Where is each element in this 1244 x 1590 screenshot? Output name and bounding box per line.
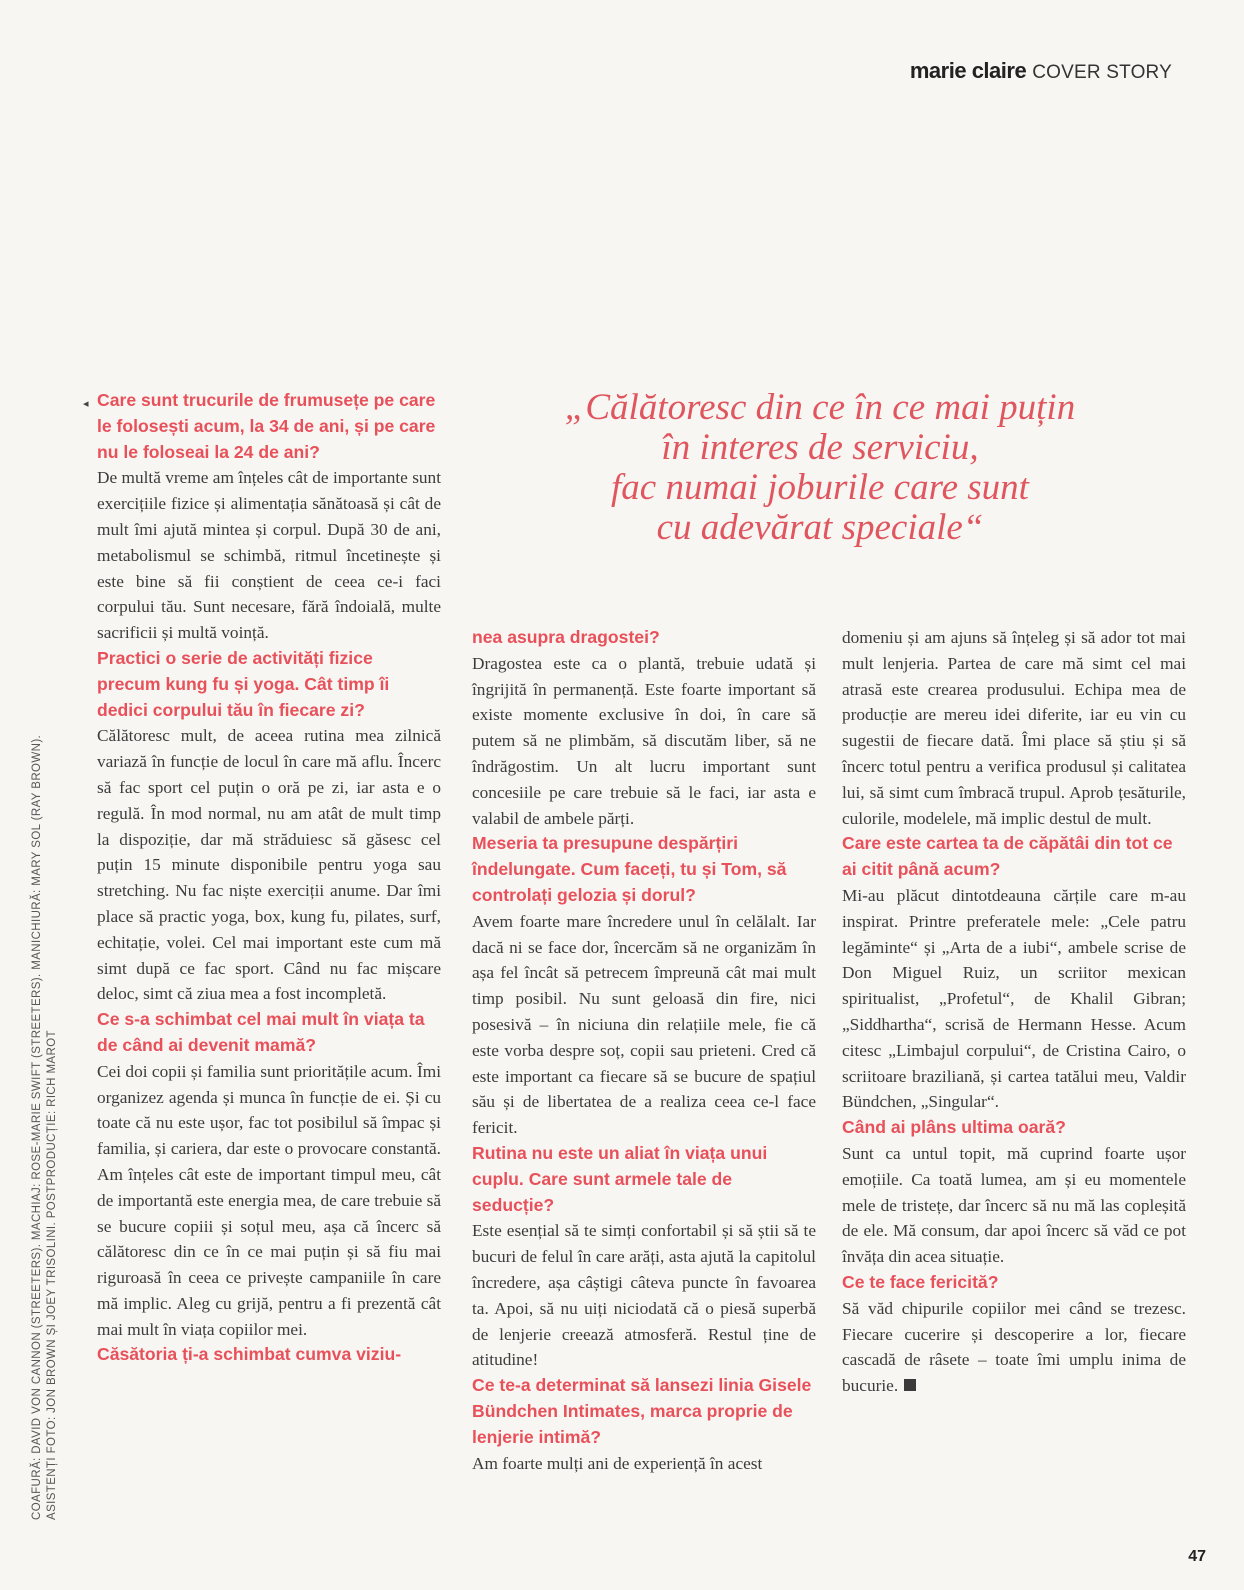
magazine-brand: marie claire	[909, 58, 1027, 83]
answer-paragraph: Cei doi copii și familia sunt prioritățile acum. Îmi organizez agenda și munca în funcție de ei. Și cu toate că nu este ușor, fac tot posibilul să împac și familia, și cariera, dar este o provocare constantă. Am înțeles cât este de important timpul meu, cât de importantă este energia mea, de care trebuie să se bucure copiii și soțul meu, așa că încerc să călătoresc din ce în ce mai puțin și să fiu mai riguroasă în ceea ce privește campaniile în care mă implic. Aleg cu grijă, pentru a fi prezentă cât mai mult în viața copiilor mei.	[97, 1061, 441, 1339]
answer-paragraph: De multă vreme am înțeles cât de importante sunt exercițiile fizice și alimentația sănătoasă și cât de mult îmi ajută mintea și corpul. După 30 de ani, metabolismul se schimbă, ritmul încetinește și este bine să fii conștient de ceea ce-i faci corpului tău. Sunt necesare, fără îndoială, multe sacrificii și multă voință.	[97, 468, 441, 643]
answer-paragraph-final	[842, 1296, 1186, 1399]
question-heading: Căsătoria ți-a schimbat cumva viziu-	[97, 1344, 402, 1365]
page-header	[910, 58, 1172, 84]
pull-quote-line: „Călătoresc din ce în ce mai puțin	[564, 387, 1076, 428]
answer-paragraph: Este esențial să te simți confortabil și să știi să te bucuri de felul în care arăți, asta ajută la capitolul încredere, așa câștigi câteva puncte în favoarea ta. Apoi, să nu uiți niciodată că o piesă superbă de lenjerie creează atmosferă. Restul ține de atitudine!	[472, 1221, 816, 1370]
article-column-2	[472, 625, 816, 1476]
answer-paragraph: Călătoresc mult, de aceea rutina mea zilnică variază în funcție de locul în care mă aflu. Încerc să fac sport cel puțin o oră pe zi, iar asta e o regulă. În mod normal, nu am atât de mult timp la dispoziție, dar mă străduiesc să găsesc cel puțin 15 minute disponibile pentru yoga sau stretching. Nu fac niște exerciții anume. Dar îmi place să practic yoga, box, kung fu, pilates, surf, echitație, volei. Cel mai important este cum mă simt după ce fac sport. Când nu fac mișcare deloc, simt că ziua mea a fost incompletă.	[97, 726, 441, 1004]
answer-paragraph: Dragostea este ca o plantă, trebuie udată și îngrijită în permanență. Este foarte important să existe momente exclusive în doi, în care să putem să ne plimbăm, să discutăm liber, să ne îndrăgostim. Un alt lucru important sunt concesiile pe care trebuie să le faci, iar asta e valabil de ambele părți.	[472, 653, 816, 828]
question-heading: Ce te face fericită?	[842, 1271, 999, 1292]
answer-paragraph: domeniu și am ajuns să înțeleg și să ador tot mai mult lenjeria. Partea de care mă simt cel mai atrasă este crearea produsului. Echipa mea de producție are mereu idei diferite, iar eu vin cu sugestii de fiecare dată. Îmi place să știu și să încerc totul pentru a verifica produsul și calitatea lui, să simt cum îmbracă trupul. Aprob țesăturile, culorile, modelele, mă implic destul de mult.	[842, 628, 1186, 828]
question-heading: Rutina nu este un aliat în viața unui cuplu. Care sunt armele tale de seducție?	[472, 1142, 768, 1215]
answer-paragraph: Avem foarte mare încredere unul în celălalt. Iar dacă ni se face dor, încercăm să ne organizăm în așa fel încât să petrecem împreună cât mai mult timp posibil. Nu sunt geloasă din fire, nici posesivă – în niciuna din relațiile mele, fie că este vorba despre soț, copii sau prieteni. Cred că este important ca fiecare să se bucure de spațiul său și de libertatea de a realiza ceea ce-l face fericit.	[472, 911, 816, 1138]
pull-quote-line: fac numai joburile care sunt	[611, 467, 1029, 508]
question-heading: Care sunt trucurile de frumusețe pe care le folosești acum, la 34 de ani, și pe care nu le foloseai la 24 de ani?	[97, 390, 436, 462]
credits-line: COAFURĂ: DAVID VON CANNON (STREETERS). MACHIAJ: ROSE-MARIE SWIFT (STREETERS). MANICHIURĂ: MARY SOL (RAY BROWN).	[31, 734, 43, 1520]
question-heading: nea asupra dragostei?	[472, 627, 660, 647]
page-number: 47	[1188, 1548, 1206, 1565]
pull-quote	[510, 388, 1130, 548]
answer-paragraph: Mi-au plăcut dintotdeauna cărțile care m-au inspirat. Printre preferatele mele: „Cele patru legăminte“ și „Arta de a iubi“, ambele scrise de Don Miguel Ruiz, un scriitor mexican spiritualist, „Profetul“, de Khalil Gibran; „Siddhartha“, scrisă de Hermann Hesse. Acum citesc „Limbajul corpului“, de Cristina Cairo, o scriitoare braziliană, și cartea tatălui meu, Valdir Bündchen, „Singular“.	[842, 885, 1186, 1112]
question-heading: Practici o serie de activități fizice precum kung fu și yoga. Cât timp îi dedici corpului tău în fiecare zi?	[97, 647, 390, 720]
answer-text: Să văd chipurile copiilor mei când se trezesc. Fiecare cucerire și descoperire a lor, fiecare cascadă de râsete – toate îmi umplu inima de bucurie.	[842, 1298, 1186, 1396]
question-heading: Ce s-a schimbat cel mai mult în viața ta de când ai devenit mamă?	[97, 1009, 425, 1055]
end-mark-icon	[904, 1379, 916, 1391]
article-column-3	[842, 625, 1186, 1399]
pull-quote-line: în interes de serviciu,	[661, 427, 979, 468]
question-heading: Meseria ta presupune despărțiri îndelungate. Cum faceți, tu și Tom, să controlați gelozia și dorul?	[472, 833, 787, 905]
answer-paragraph: Am foarte mulți ani de experiență în acest	[472, 1453, 763, 1473]
continuation-arrow-icon: ◂	[83, 397, 89, 410]
photo-credits	[30, 620, 60, 1520]
answer-paragraph: Sunt ca untul topit, mă cuprind foarte ușor emoțiile. Ca toată lumea, am și eu momentele mele de tristețe, dar încerc să nu mă las copleșită de ele. Mă consum, dar apoi încerc să văd ce pot învăța din acea situație.	[842, 1143, 1186, 1267]
question-heading: Care este cartea ta de căpătâi din tot ce ai citit până acum?	[842, 833, 1173, 880]
section-label: COVER STORY	[1032, 62, 1172, 83]
question-heading: Ce te-a determinat să lansezi linia Gisele Bündchen Intimates, marca proprie de lenjerie intimă?	[472, 1375, 812, 1447]
pull-quote-line: cu adevărat speciale“	[656, 507, 984, 548]
credits-line: ASISTENȚI FOTO: JON BROWN ȘI JOEY TRISOLINI. POSTPRODUCȚIE: RICH MAROT	[46, 1030, 58, 1520]
question-heading: Când ai plâns ultima oară?	[842, 1117, 1066, 1138]
article-column-1	[97, 388, 441, 1368]
